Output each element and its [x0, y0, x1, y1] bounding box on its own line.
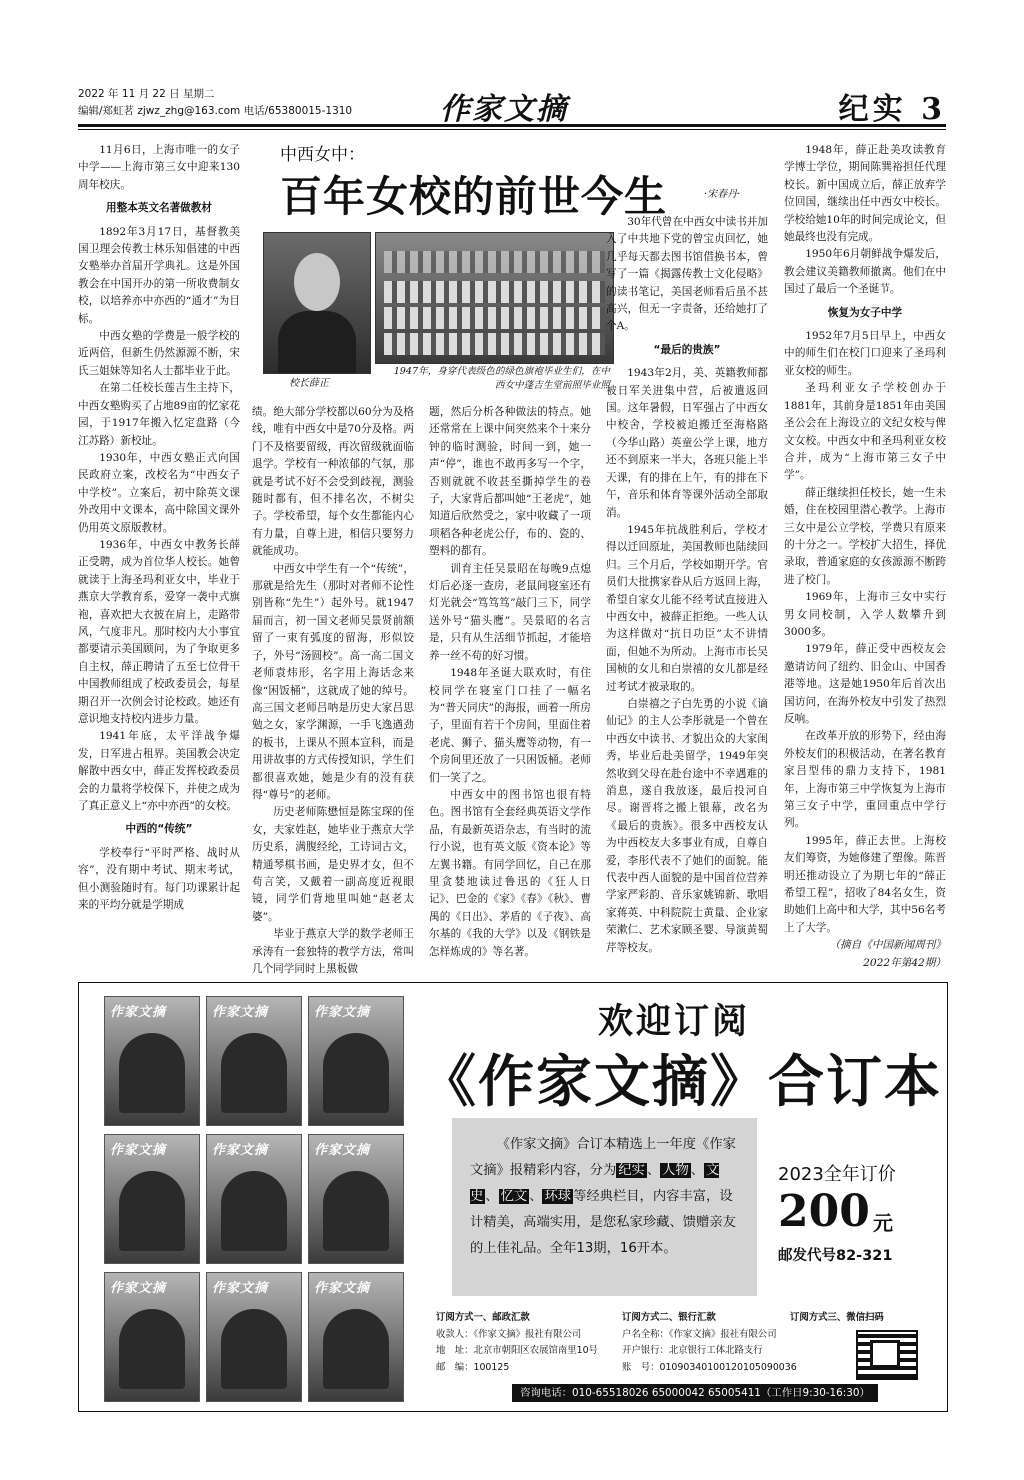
- article-column-4: [606, 214, 768, 976]
- graduation-photo: [375, 232, 614, 364]
- paragraph: 圣玛利亚女子学校创办于1881年，其前身是1851年由美国圣公会在上海设立的文纪女校与俾文女校。中西女中和圣玛利亚女校合并，成为“上海市第三女子中学”。: [784, 382, 946, 482]
- article-column-3: [429, 404, 591, 976]
- magazine-cover: 作家文摘: [308, 996, 404, 1126]
- paragraph: 在改革开放的形势下，经由海外校友们的积极活动，在著名教育家吕型伟的鼎力支持下，1981年，上海市第三中学恢复为上海市第三女子中学，重回重点中学行列。: [784, 730, 946, 830]
- magazine-cover: 作家文摘: [308, 1272, 404, 1402]
- paragraph: 1950年6月朝鲜战争爆发后，教会建议美籍教师撤离。他们在中国过了最后一个圣诞节。: [784, 248, 946, 296]
- subheading: 用整本英文名著做教材: [106, 202, 212, 215]
- paragraph: 1930年，中西女塾正式向国民政府立案，改校名为“中西女子中学校”。立案后，初中除英文课外改用中文课本，高中除国文课外仍用英文原版教材。: [78, 451, 240, 534]
- paragraph: 学校奉行“平时严格、战时从容”，没有期中考试、期末考试，但小测验随时有。每门功课累计起来的平均分就是学期成: [78, 846, 240, 912]
- article-column-1: [78, 142, 240, 976]
- postal-code: 邮发代号82-321: [778, 1248, 893, 1264]
- tag: 文史: [470, 1163, 720, 1204]
- tag: 环球: [544, 1189, 572, 1204]
- subheading: “最后的贵族”: [653, 343, 721, 356]
- magazine-cover: 作家文摘: [104, 1134, 200, 1264]
- price-unit: 元: [873, 1211, 893, 1235]
- ad-heading: 欢迎订阅: [598, 1001, 751, 1042]
- paragraph: 1995年，薛正去世。上海校友们筹资，为她修建了塑像。陈晋明还推动设立了为期七年的“薛正希望工程”，招收了84名女生，资助她们上高中和大学，其中56名考上了大学。: [784, 834, 946, 934]
- consult-phone: 咨询电话：010-65518026 65000042 65005411（工作日9:30-16:30）: [512, 1384, 878, 1402]
- magazine-cover: 作家文摘: [206, 1272, 302, 1402]
- paragraph: 1892年3月17日，基督教美国卫理会传教士林乐知倡建的中西女塾举办首届开学典礼。这是外国教会在中国开办的第一所收费制女校，以培养亦中亦西的“通才”为目标。: [78, 225, 240, 325]
- photo-caption: 1947年，身穿代表级色的绿色旗袍毕业生们，在中西女中蓬吉生堂前照毕业照: [393, 366, 610, 391]
- price: 200: [778, 1186, 870, 1237]
- photo-caption: 校长薛正: [289, 378, 329, 389]
- paragraph: 1952年7月5日早上，中西女中的师生们在校门口迎来了圣玛利亚女校的师生。: [784, 330, 946, 377]
- tag: 纪实: [618, 1163, 645, 1178]
- subscription-method-3: 订阅方式三、微信扫码: [790, 1312, 884, 1323]
- price-label: 2023全年订价: [778, 1164, 896, 1185]
- paragraph: 1979年，薛正受中西校友会邀请访问了纽约、旧金山、中国香港等地。这是她1950年后首次出国访问，在海外校友中引发了热烈反响。: [784, 643, 946, 725]
- paragraph: 1948年，薛正赴美攻读教育学博士学位，期间陈巽裕担任代理校长。新中国成立后，薛正放弃学位回国，继续出任中西女中校长。学校给她10年的时间完成论文，但她最终也没有完成。: [784, 144, 946, 244]
- subheading: 恢复为女子中学: [827, 306, 903, 319]
- article-kicker: 中西女中：: [280, 145, 365, 165]
- paragraph: 30年代曾在中西女中读书并加入了中共地下党的曾宝贞回忆，她几乎每天都去图书馆借换书本，曾写了一篇《揭露传教士文化侵略》的读书笔记，美国老师看后虽不甚高兴，但无一字责备，还给她打了个A。: [606, 216, 768, 333]
- subscription-method-1: 订阅方式一、邮政汇款 收款人：《作家文摘》报社有限公司 地 址：北京市朝阳区农展馆南里10号 邮 编：100125: [436, 1312, 598, 1373]
- subheading: 中西的“传统”: [125, 823, 193, 836]
- masthead: 作家文摘: [440, 92, 568, 127]
- article-intro: 11月6日，上海市唯一的女子中学——上海市第三女中迎来130周年校庆。: [78, 144, 240, 191]
- magazine-cover: 作家文摘: [104, 996, 200, 1126]
- qr-code-center: [870, 1340, 900, 1368]
- article-column-2: [252, 404, 414, 976]
- section-label: 纪实 3: [838, 92, 946, 127]
- magazine-cover: 作家文摘: [206, 1134, 302, 1264]
- paragraph: 薛正继续担任校长，她一生未婚，住在校园里潜心教学。上海市三女中是公立学校，学费只有原来的十分之一。学校扩大招生，择优录取，普通家庭的女孩源源不断跨进了校门。: [784, 486, 946, 586]
- paragraph: 1941年底，太平洋战争爆发，日军进占租界。美国教会决定解散中西女中，薛正发挥校政委员会的力量将学校保下，并使之成为了真正意义上“亦中亦西”的女校。: [78, 730, 240, 813]
- article-source: （摘自《中国新闻周刊》: [829, 939, 946, 952]
- paragraph: 1948年圣诞大联欢时，有住校同学在寝室门口挂了一幅名为“普天同庆”的海报，画着一所房子，里面有若干个房间，里面住着老虎、狮子、猫头鹰等动物，有一个房间里还放了一只困饭桶。老师们一笑了之。: [429, 667, 591, 784]
- paragraph: 1936年，中西女中教务长薛正受聘，成为首位华人校长。她曾就读于上海圣玛利亚女中，毕业于燕京大学教育系，爱穿一袭中式旗袍，喜欢把大衣披在肩上，走路带风，气度非凡。那时校内大小事宜都要请示美国顾问，为了争取更多自主权，薛正聘请了五至七位骨干中国教师组成了校政委员会，每星期召开一次例会讨论校政。她还有意识地支持校内进步力量。: [78, 538, 240, 725]
- paragraph: 历史老师陈懋恒是陈宝琛的侄女，夫家姓赵，她毕业于燕京大学历史系，满腹经纶，工诗词古文，精通琴棋书画，是史界才女，但不苟言笑，又戴着一副高度近视眼镜，同学们背地里叫她“赵老太婆”。: [252, 806, 414, 923]
- paragraph: 中西女塾的学费是一般学校的近两倍，但新生仍然源源不断，宋氏三姐妹等知名人士都毕业于此。: [78, 330, 240, 377]
- subscription-method-2: 订阅方式二、银行汇款 户名全称：《作家文摘》报社有限公司 开户银行：北京银行工体北路支行 账 号：01090340100120105090036: [622, 1312, 797, 1373]
- paragraph: 1945年抗战胜利后，学校才得以迁回原址，美国教师也陆续回归。三个月后，学校如期开学。官员们大批携家眷从后方返回上海，希望自家女儿能不经考试直接进入中西女中，被薛正拒绝。一些人认为这样做对“抗日功臣”太不讲情面，但她不为所动。上海市市长吴国桢的女儿和白崇禧的女儿都是经过考试才被录取的。: [606, 523, 768, 693]
- header-rule: [78, 124, 946, 127]
- paragraph: 中西女中的图书馆也很有特色。图书馆有全套经典英语文学作品，有最新英语杂志，有当时的流行小说，也有英文版《资本论》等左翼书籍。有同学回忆，自己在那里贪婪地读过鲁迅的《狂人日记》、巴金的《家》《春》《秋》、曹禺的《日出》、茅盾的《子夜》、高尔基的《我的大学》以及《钢铁是怎样炼成的》等名著。: [429, 788, 591, 958]
- article-byline: ·宋春丹·: [704, 189, 741, 200]
- magazine-cover: 作家文摘: [308, 1134, 404, 1264]
- magazine-cover: 作家文摘: [206, 996, 302, 1126]
- article-source: 2022年第42期）: [863, 956, 946, 969]
- paragraph: 毕业于燕京大学的数学老师王承涛有一套独特的教学方法，常叫几个同学同时上黑板做: [252, 928, 414, 975]
- tag: 人物: [662, 1163, 689, 1178]
- ad-title: 《作家文摘》合订本: [420, 1049, 942, 1115]
- editor-contact: 编辑/郑虹茗 zjwz_zhg@163.com 电话/65380015-1310: [78, 105, 353, 117]
- article-title: 百年女校的前世今生: [280, 172, 668, 221]
- paragraph: 中西女中学生有一个“传统”，那就是给先生（那时对者师不论性别皆称“先生”）起外号。就1947届而言，初一国文老师吴景贤前额留了一束有弧度的留海，形似饺子，外号“汤圆校”。高一高二国文老师袁炜形，名字用上海话念来像“困饭桶”，这就成了她的绰号。高三国文老师吕呐是历史大家吕思勉之女，家学渊源，一手飞逸遒劲的板书，上课从不照本宣科，而是用讲故事的方式传授知识，学生们都很喜欢她，她是少有的没有获得“尊号”的老师。: [252, 562, 414, 801]
- paragraph: 绩。绝大部分学校都以60分为及格线，唯有中西女中是70分及格。两门不及格要留级，再次留级就面临退学。学校有一种浓郁的气氛，那就是考试不好不会受到歧视，测验随时都有，但不排名次，不树尖子。学校希望，每个女生都能内心有力量，自尊上进，相信只要努力就能成功。: [252, 406, 414, 558]
- ad-description: 《作家文摘》合订本精选上一年度《作家文摘》报精彩内容，分为 纪实 、 人物 、 文史 、 忆文 、 环球 等经典栏目，内容丰富，设计精美，高端实用，是您私家珍藏、馈赠亲友的上佳礼品。全年13期，16开本。: [470, 1137, 736, 1256]
- principal-portrait-photo: [263, 232, 371, 374]
- paragraph: 题，然后分析各种做法的特点。她还常常在上课中间突然来个十来分钟的临时测验，时间一到，她一声“停”，谁也不敢再多写一个字，否则就就不收甚至撕掉学生的卷子，大家背后都叫她“王老虎”，她知道后欣然受之，家中收藏了一项项稻各种老虎公仔，布的、瓷的、塑料的都有。: [429, 406, 591, 558]
- paragraph: 1943年2月，美、英籍教师都被日军关进集中营，后被遣返回国。这年暑假，日军强占了中西女中校舍，学校被迫搬迁至海格路（今华山路）英童公学上课，地方还不到原来一半大，各班只能上半天课，有的排在上午，有的排在下午，音乐和体育等课外活动全部取消。: [606, 367, 768, 519]
- tag: 忆文: [500, 1189, 528, 1204]
- header-info: [78, 86, 352, 120]
- paragraph: 训育主任吴景昭在每晚9点熄灯后必逐一查房，老鼠间寝室还有灯光就会“笃笃笃”敲门三下，同学送外号“猫头鹰”。吴景昭的名言是，只有从生活细节抓起，才能培养一丝不苟的好习惯。: [429, 562, 591, 662]
- paragraph: 白崇禧之子白先勇的小说《谪仙记》的主人公李彤就是一个曾在中西女中读书、才貌出众的大家闺秀，毕业后赴美留学，1949年突然收到父母在赴台途中不幸遇难的消息，遂自我放逐，最后投河自尽。谢晋将之搬上银幕，改名为《最后的贵族》。很多中西校友认为中西校友大多事业有成，自尊自爱，李彤代表不了她们的面貌。能代表中西人面貌的是中国首位营养学家严彩韵、音乐家姚锦新、歌唱家蒋英、中科院院士黄量、企业家荣漱仁、艺术家顾圣婴、导演黄蜀芹等校友。: [606, 697, 768, 954]
- article-column-5: [784, 142, 946, 976]
- paragraph: 在第二任校长莲吉生主持下，中西女塾购买了占地89亩的忆家花园，于1917年搬入忆定盘路（今江苏路）新校址。: [78, 382, 240, 447]
- header-rule-thin: [78, 129, 946, 130]
- paragraph: 1969年，上海市三女中实行男女同校制，入学人数攀升到3000多。: [784, 591, 946, 638]
- magazine-cover: 作家文摘: [104, 1272, 200, 1402]
- issue-date: 2022 年 11 月 22 日 星期二: [78, 88, 215, 100]
